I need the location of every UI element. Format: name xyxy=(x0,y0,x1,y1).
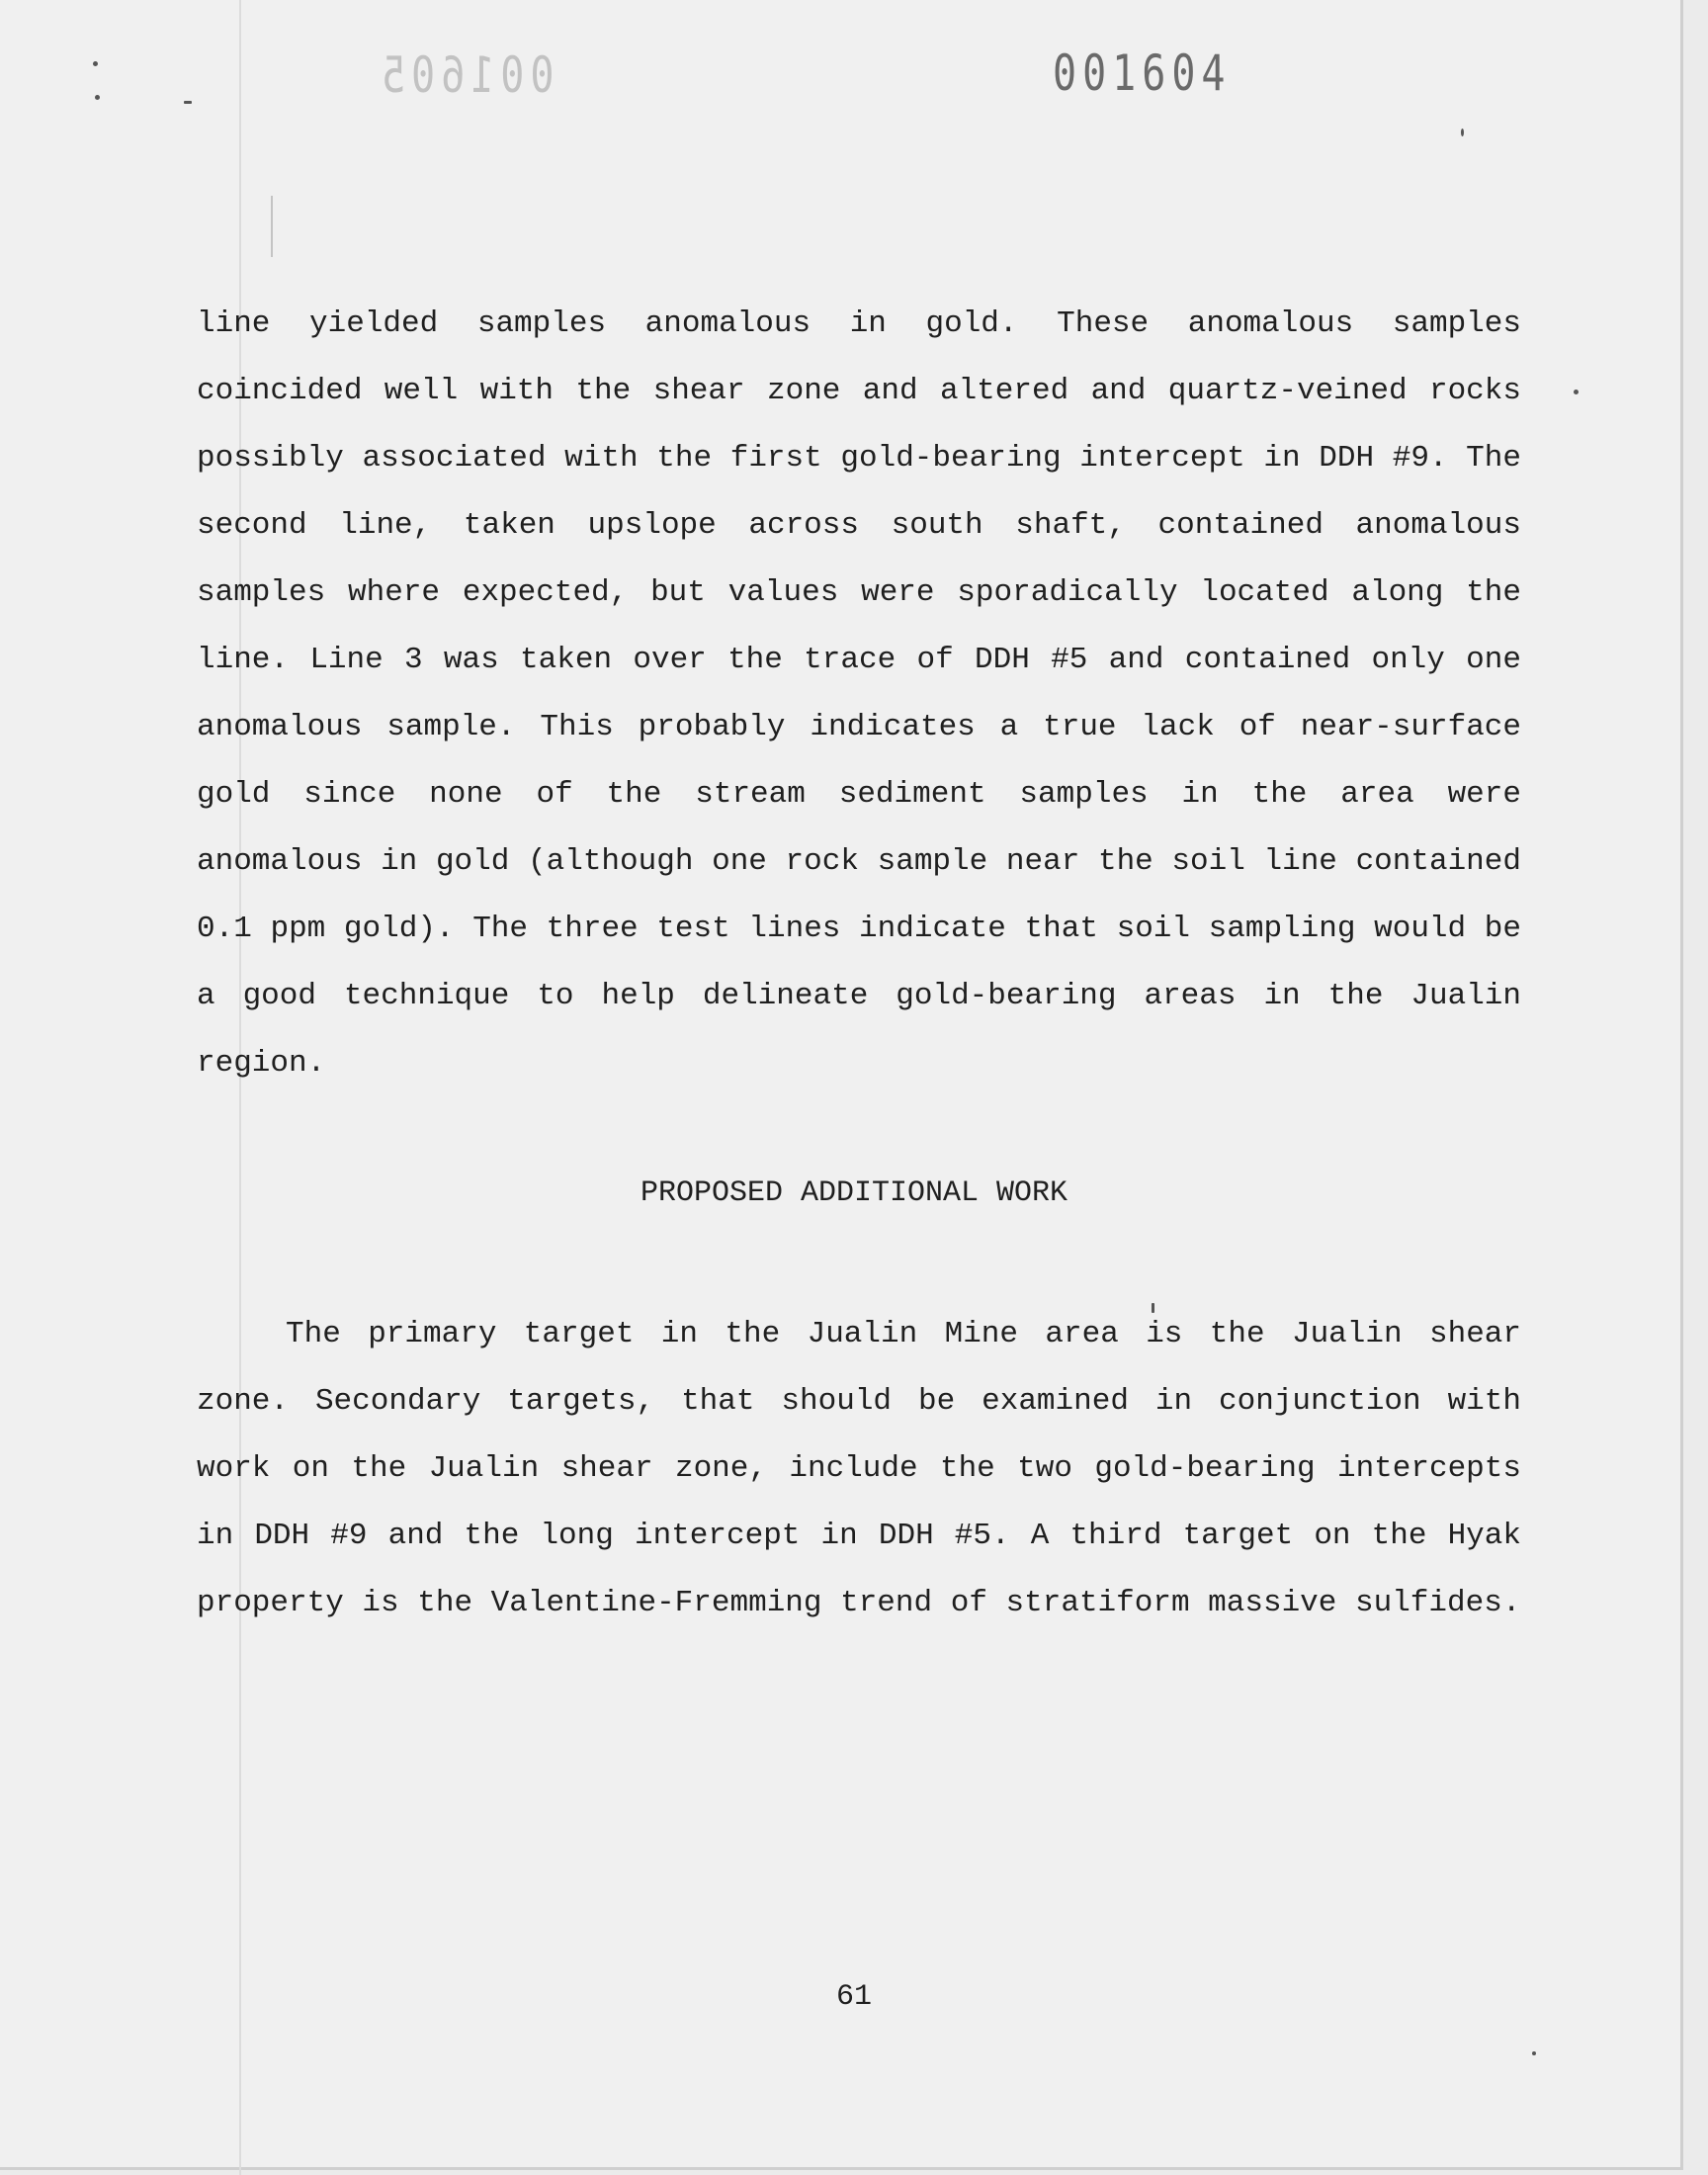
body-paragraph-2: The primary target in the Jualin Mine area is the Jualin shear zone. Secondary targets, that should be examined in conjunction with work on the Jualin shear zone, include the two gold-bearing intercepts in DDH #9 and the long intercept in DDH #5. A third target on the Hyak property is the Valentine-Fremming trend of stratiform massive sulfides. xyxy=(197,1317,1521,1620)
scan-speck xyxy=(1532,2051,1536,2055)
page-number: 61 xyxy=(835,1980,872,2014)
scan-speck xyxy=(184,101,192,104)
scan-speck xyxy=(1574,390,1579,394)
scan-speck xyxy=(93,61,98,66)
document-number-stamp-bleed: 001605 xyxy=(376,47,555,105)
scan-speck xyxy=(1461,129,1464,136)
margin-mark xyxy=(271,196,273,257)
scan-speck xyxy=(95,95,100,100)
body-paragraph-1: line yielded samples anomalous in gold. These anomalous samples coincided well with the shear zone and altered and quartz-veined rocks possibly associated with the first gold-bearing intercept in DDH #9. The second line, taken upslope across south shaft, contained anomalous samples where expected, but values were sporadically located along the line. Line 3 was taken over the trace of DDH #5 and contained only one anomalous sample. This probably indicates a true lack of near-surface gold since none of the stream sediment samples in the area were anomalous in gold (although one rock sample near the soil line contained 0.1 ppm gold). The three test lines indicate that soil sampling would be a good technique to help delineate gold-bearing areas in the Jualin region. xyxy=(197,306,1521,1081)
document-number-stamp: 001604 xyxy=(1053,45,1232,103)
section-heading: PROPOSED ADDITIONAL WORK xyxy=(640,1176,1068,1210)
